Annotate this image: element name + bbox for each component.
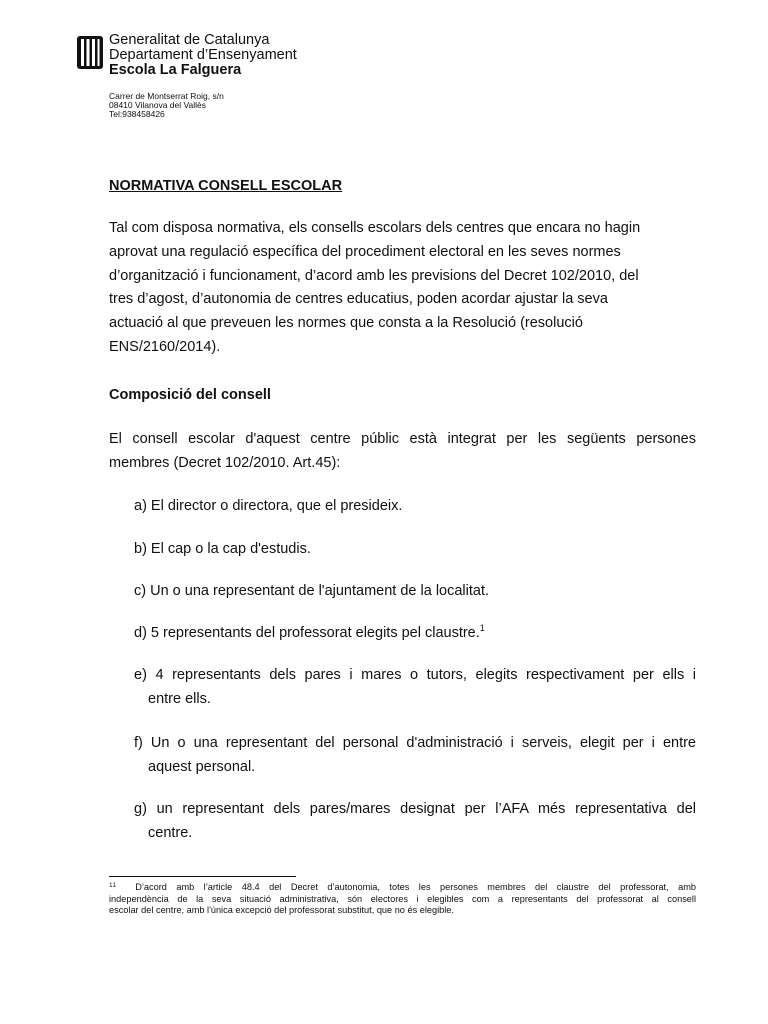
list-item-text-wrap xyxy=(134,621,696,645)
list-item xyxy=(134,494,696,518)
footnote-line-2: independència de la seva situació administrativa, són electores i elegibles com a representants del professorat al consell xyxy=(109,893,696,904)
intro-paragraph xyxy=(109,217,696,360)
intro-line: d’organització i funcionament, d’acord amb les previsions del Decret 102/2010, del xyxy=(109,267,639,284)
school-name: Escola La Falguera xyxy=(109,62,242,78)
list-item-continuation: aquest personal. xyxy=(148,759,256,775)
footnote-marker: 1 xyxy=(109,882,113,889)
list-item-text: e) 4 representants dels pares i mares o tutors, elegits respectivament per ells i xyxy=(134,667,696,683)
list-item-text: b) El cap o la cap d'estudis. xyxy=(134,541,311,557)
list-item-continuation: centre. xyxy=(148,825,193,841)
list-item-text: g) un representant dels pares/mares designat per l’AFA més representativa del xyxy=(134,801,696,817)
footnote-divider xyxy=(109,876,296,877)
section-heading: Composició del consell xyxy=(109,387,271,403)
generalitat-logo-icon xyxy=(76,34,104,70)
document-title: NORMATIVA CONSELL ESCOLAR xyxy=(109,178,343,194)
intro-line: aprovat una regulació específica del procediment electoral en les seves normes xyxy=(109,243,621,260)
org-line-2: Departament d’Ensenyament xyxy=(109,47,297,63)
list-item-continuation: entre ells. xyxy=(148,691,211,707)
list-item xyxy=(134,797,696,845)
list-item xyxy=(134,537,696,561)
list-item xyxy=(134,579,696,603)
list-item-text: c) Un o una representant de l'ajuntament de la localitat. xyxy=(134,583,490,599)
intro-line: ENS/2160/2014). xyxy=(109,338,221,355)
footnote-reference[interactable]: 1 xyxy=(479,623,485,633)
footnote-line-1-wrap xyxy=(109,882,696,894)
letterhead-address xyxy=(109,92,224,119)
list-item-text: d) 5 representants del professorat elegits pel claustre. xyxy=(134,625,480,641)
list-item xyxy=(134,663,696,711)
list-item-text: a) El director o directora, que el presideix. xyxy=(134,498,403,514)
footnote-line-3: escolar del centre, amb l'única excepció del professorat substitut, que no és elegible. xyxy=(109,905,454,915)
letterhead-organization xyxy=(109,33,297,78)
footnote-marker: 1 xyxy=(112,882,117,889)
intro-line: actuació al que preveuen les normes que consta a la Resolució (resolució xyxy=(109,315,583,332)
phone-number: Tel:938458426 xyxy=(109,109,165,119)
list-item xyxy=(134,621,696,645)
section-intro-line: El consell escolar d'aquest centre públic està integrat per les següents persones xyxy=(109,431,696,447)
org-line-1: Generalitat de Catalunya xyxy=(109,32,270,48)
list-item-text: f) Un o una representant del personal d'administració i serveis, elegit per i entre xyxy=(134,735,696,751)
section-intro-line: membres (Decret 102/2010. Art.45): xyxy=(109,454,341,471)
address-line-1: Carrer de Montserrat Roig, s/n xyxy=(109,91,224,101)
list-item xyxy=(134,731,696,779)
intro-line: tres d’agost, d’autonomia de centres educatius, poden acordar ajustar la seva xyxy=(109,291,608,308)
section-intro-paragraph xyxy=(109,428,696,476)
intro-line: Tal com disposa normativa, els consells escolars dels centres que encara no hagin xyxy=(109,220,641,236)
address-line-2: 08410 Vilanova del Vallès xyxy=(109,100,207,110)
footnote xyxy=(109,882,696,917)
footnote-line-1: D’acord amb l’article 48.4 del Decret d’autonomia, totes les persones membres del claustre del professorat, amb xyxy=(135,882,697,892)
